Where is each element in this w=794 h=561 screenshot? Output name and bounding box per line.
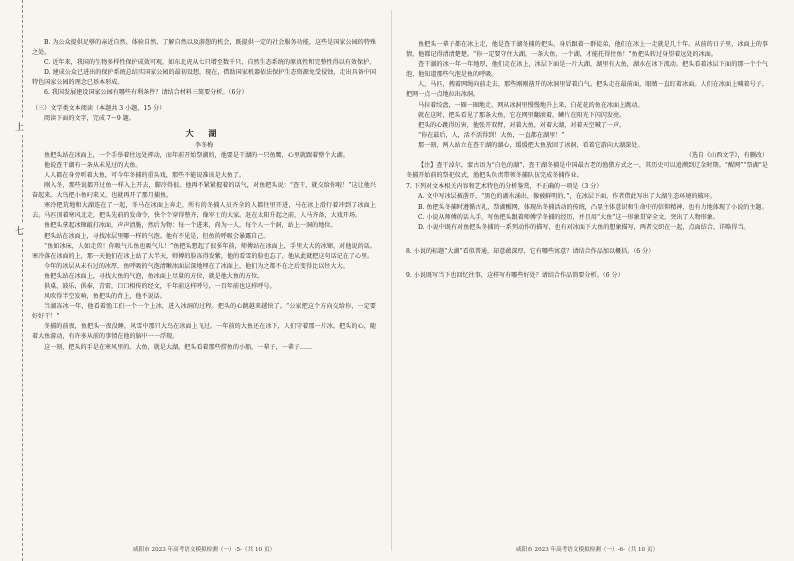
- paragraph: 风吹得半空发响，鱼把头的背上，他不说话。: [44, 293, 166, 301]
- page-footer: 咸阳市 2023 年高考语文模拟检测（一）-5-（共 10 页）: [132, 547, 276, 553]
- binding-line: [22, 0, 23, 561]
- article-title: 大 湖: [185, 127, 223, 138]
- option-a: A. 文中写冰层被凿开，“黑色的湖水涌出，像被鲜明的、”，在冰层下面，作者借此写出了大湖生态环境的破坏。: [418, 193, 716, 201]
- question-8: 8. 小说的标题“大湖”看似普通，却意蕴深厚，它有哪些寓意？请结合作品加以概括。（6 分）: [406, 247, 655, 255]
- question-9: 9. 小说既写当下也回忆往事，这样写有哪些好处？请结合作品简要分析。（6 分）: [406, 271, 624, 279]
- paragraph: 冬捕的前夜，鱼把头一夜没睡，风雪中那只大鸟在冰面上飞过。一年前的大鱼还在冰下，人们守着那一片冰。把头的心，随着大鱼游动，有许多从前的事情在他的脑中一一浮现。: [32, 323, 376, 341]
- paragraph: 供桌，鼓乐，供奉，青雷，口口相传的经文，千年前这样呼号，一百年前也这样呼号。: [44, 282, 276, 290]
- option-d: D. 建成公众已进出的保护系统总结实国家公园的最初设想，现在，借助国家机器依法保护生态资源免受侵蚀，走出具备中国特色国家公园的理念已基本形成。: [32, 69, 376, 87]
- paragraph: 人人都在身旁听着大鱼，可今年冬捕的重头戏，那些不能说准该是大鱼了。: [44, 171, 246, 179]
- option-d: D. 小说中既有对鱼把头冬捕的一系列动作的描写，也有对冰面下大鱼的想象描写，两者交织在一起，点面结合，详略得当。: [418, 223, 750, 231]
- paragraph: “鱼如冰床，人如走兽！你吸气儿鱼也吸气儿！”鱼把头想起了很多年前，师傅站在冰面上，手里大大的冰镩，对他说的话。寒冷落在冰面的上，那一天他们在冰上站了大半天，师傅的脸冻得发紫，他的看雪的脸也忘了，他从此就把这句话记在了心里。: [32, 242, 376, 260]
- paragraph: 鱼把头一辈子都在冰上走，他是查干湖冬捕的把头，身后跟着一群徒弟，他们在冰上一走就是几十年。从前的日子里，冰面上的事情，他都记得清清楚楚。“你一定要守住大湖，一条大鱼，一个湖，才能托得住鱼！”鱼把头转过身望着远处的冰面。: [406, 41, 768, 59]
- paragraph: 这一刻，把头的手是在寒风里的。大鱼，就是大湖。把头看着那些捞鱼的小船，一辈子，一辈子……: [44, 343, 313, 351]
- paragraph: “你在最后，人，活不活得到！大鱼，一直都在湖里！”: [418, 131, 565, 139]
- paragraph: 查干湖的冰一年一年地厚，他们走在冰上，冰层下面是一片大湖，湖里有大鱼，湖水在冰下流动。把头看着冰层下面的那一个个气泡，他知道那些气泡是鱼的呼吸。: [406, 61, 768, 79]
- article-author: 李冬梅: [194, 141, 214, 149]
- option-c: C. 小说从师傅的话入手，写鱼把头跟着师傅学冬捕的经历，并且用“大鱼”这一形象贯穿全文，突出了人物形象。: [418, 213, 719, 221]
- paragraph: 刚入冬，那些说都开过鱼一样入上开去，脚冷得很。他再不紧紧握着的话气，对鱼把头说：“查干，就交给你啦！”这让他兴奋起来。大鸟把小鱼叼来又，也就再开了那月捕鱼。: [32, 182, 376, 200]
- binding-char-top: 上: [15, 118, 24, 135]
- paragraph: 当湖冻冰一年，他看着渔工们一个一个上冰，进入冰洞的过程。把头的心跳越来越快了。“公家把这个方向交给你，一定要好好干！”: [32, 303, 376, 321]
- article-source: （选自《山西文学》，有删改）: [685, 152, 768, 160]
- option-c: C. 近年来，我国的生物多样性保护成效可观，如东北虎从七只增至数千只，自然生态系统的原真性和完整性得以有效保护。: [44, 59, 376, 67]
- right-page: [396, 0, 782, 561]
- paragraph: 那一刻，两人站立在查干湖的湖心，缓缓把大鱼放回了冰洞，看着它游向大湖深处。: [418, 141, 644, 149]
- footnote: 【注】查干淖尔，蒙古语为“白色的湖”，查干湖冬捕是中国最古老的渔猎方式之一，其历史可以追溯到辽金时期。“醒网”“祭湖”是冬捕开始前的祭祀仪式，渔把头负责带领冬捕队伍完成冬捕作业。: [406, 162, 768, 180]
- paragraph: 就在这时，把头看见了那条大鱼，它在网里翻滚着，鳞片在阳光下闪闪发亮。: [418, 111, 626, 119]
- paragraph: 鱼把头拿起冰镩敲打冰面，声声清脆，然后为物：每一个进来，尚为一人，每个人一个洞，站上一洞的地位。: [44, 222, 337, 230]
- paragraph: 寒冷把荒地和大湖连在了一起，冬马在冰面上奔走，所有的冬捕人员齐全的人都往里开进，马在冰上滑行着冲到了冰面上去。马匹顶着寒风北走，把头先前的发命令，快个个穿得整齐，像军士的大家。赶在太阳升起之前，人马齐备，大戏开场。: [32, 202, 376, 220]
- section-instruction: 阅读下面的文字，完成 7～9 题。: [44, 114, 135, 122]
- option-b: B. 为公众提供足够的亲近自然、体验自然、了解自然以及游憩的机会，既提供一定的社会服务功能，这些是国家公园的特殊之处。: [32, 39, 376, 57]
- paragraph: 人，马匹，拽着网绳向前走去，那些刚刚凿开的冰洞里冒着白气。把头走在最前面，眼睛一直盯着冰面。人们在冰面上喊着号子，把网一点一点地拉出冰洞。: [406, 81, 768, 99]
- paragraph: 鱼把头站在冰面上，一个手举着往远处挥动，而年前开始祭湖的，他要是干湖的一只鱼鹰，心里就跟着整个大湖。: [44, 151, 349, 159]
- paragraph: 把头站在冰面上，寻找冰层里哪一样的气泡。他有不见是，但鱼的呼吸会暴露自己。: [44, 232, 270, 240]
- paragraph: 把头的心跳得厉害，他张开双臂，对着大鱼，对着大湖，对着天空喊了一声。: [418, 121, 626, 129]
- page-footer: 咸阳市 2023 年高考语文模拟检测（一）-6-（共 10 页）: [515, 547, 659, 553]
- section-heading: （三）文学类文本阅读（本题共 3 小题，15 分）: [32, 104, 166, 112]
- paragraph: 马拉着绞盘，一圈一圈地走，网从冰洞里慢慢地升上来，白花花的鱼在冰面上跳动。: [418, 101, 644, 109]
- paragraph: 鱼把头站在冰面上，寻找大鱼的气泡，鱼冰面上尽量的方位，就是他大鱼的方位。: [44, 272, 264, 280]
- paragraph: 他说查干湖有一条从未见过的大鱼。: [44, 161, 142, 169]
- option-b: B. 鱼把头冬捕时遵循古礼，祭湖醒网，体现出冬捕活动的传统，凸显主体意识和生命中的信仰精神，也有力地体现了小说的主题。: [418, 203, 768, 211]
- question-7: 7. 下列对文本相关内容和艺术特色的分析鉴赏，不正确的一项是（3 分）: [406, 183, 603, 191]
- binding-char-bottom: 七: [15, 222, 24, 239]
- paragraph: 今年的冰层从未有过的冰厚，鱼呼吸的气泡清晰冰面层深地埋在了冰面上，他们为之都不在之后变得比以往大大。: [44, 262, 349, 270]
- question-6: 6. 我国发展建设国家公园有哪些有利条件？请结合材料三简要分析。（6分）: [44, 89, 248, 97]
- page-divider: [391, 10, 392, 551]
- left-page: [0, 0, 386, 561]
